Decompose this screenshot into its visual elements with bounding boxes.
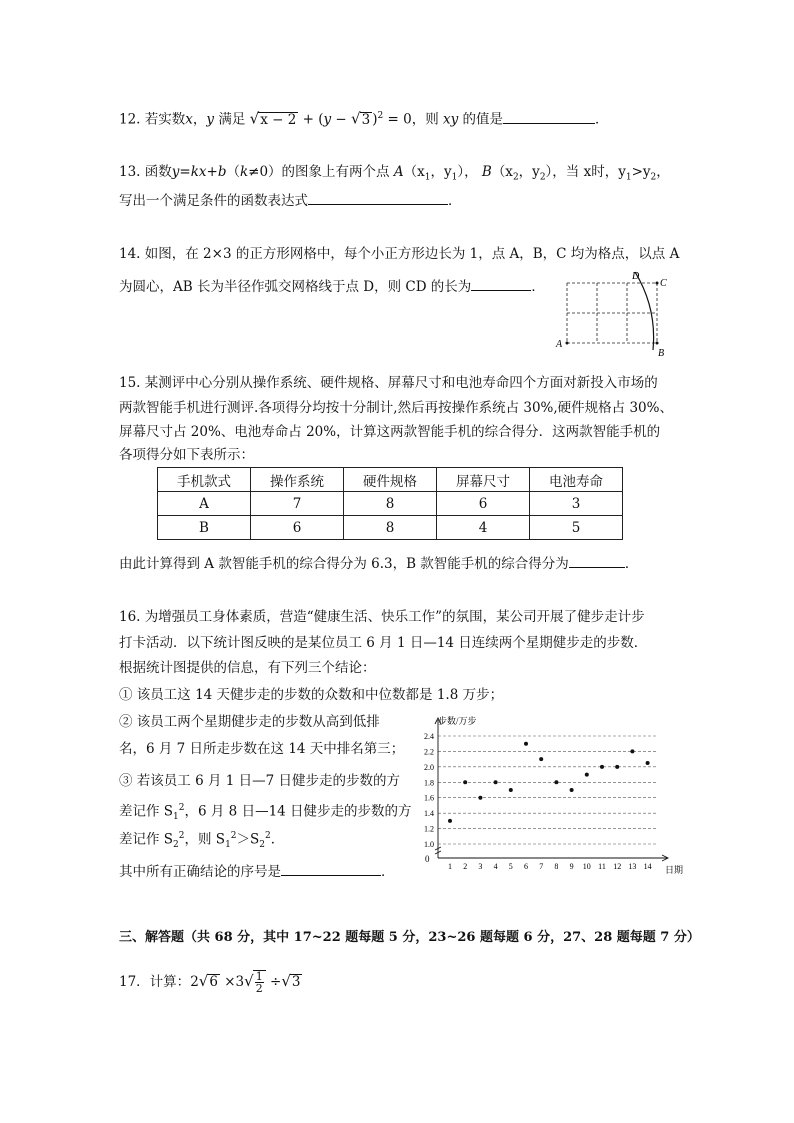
chart-x-tick-label: 14	[643, 862, 652, 871]
table-row: A 7 8 6 3	[158, 492, 623, 516]
q16-conclusion-3b: 差记作 $S_1^2$，6 月 8 日—14 日健步走的步数的方	[119, 803, 412, 823]
chart-y-tick-label: 1.4	[424, 809, 434, 819]
chart-data-point	[600, 765, 604, 769]
chart-data-point	[509, 788, 513, 792]
chart-x-tick-label: 13	[628, 862, 637, 871]
q16-conclusion-2b: 名，6 月 7 日所走步数在这 14 天中排名第三；	[119, 741, 405, 757]
chart-data-point	[630, 749, 634, 753]
chart-origin-label: 0	[425, 854, 430, 864]
q13-line1: 13. 函数y=kx+b（k≠0）的图象上有两个点 $A(x_1$，$y_1$）， $B(x_2$，$y_2$），当 x时，$y_1>y_2$，	[119, 164, 670, 183]
chart-x-tick-label: 5	[508, 862, 513, 871]
chart-x-tick-label: 7	[539, 862, 544, 871]
chart-x-tick-label: 6	[524, 862, 528, 871]
chart-data-point	[646, 761, 650, 765]
q14-grid-figure	[552, 268, 672, 358]
chart-data-point	[494, 780, 498, 784]
chart-y-tick-label: 1.0	[424, 840, 434, 849]
q13-line2: 写出一个满足条件的函数表达式 ．	[119, 190, 462, 210]
q16-line2: 打卡活动．以下统计图反映的是某位员工 6 月 1 日—14 日连续两个星期健步走的步数．	[119, 635, 648, 651]
q16-line1: 16. 为增强员工身体素质，营造“健康生活、快乐工作”的氛围，某公司开展了健步走计步	[119, 609, 645, 625]
chart-data-point	[478, 796, 482, 800]
q16-line3: 根据统计图提供的信息，有下列三个结论：	[119, 660, 376, 676]
q16-conclusion-3a: ③ 若该员工 6 月 1 日—7 日健步走的步数的方	[119, 773, 401, 789]
chart-data-point	[554, 780, 558, 784]
q15-line1: 15. 某测评中心分别从操作系统、硬件规格、屏幕尺寸和电池寿命四个方面对新投入市场的	[119, 375, 658, 391]
q14-line2: 为圆心，AB 长为半径作弧交网格线于点 D，则 CD 的长为 ．	[119, 276, 545, 296]
chart-x-tick-label: 8	[554, 862, 559, 871]
table-header-row: 手机款式 操作系统 硬件规格 屏幕尺寸 电池寿命	[158, 468, 623, 492]
chart-x-tick-label: 11	[598, 862, 606, 871]
q16-scatter-chart	[410, 710, 690, 880]
q16-answer-blank[interactable]	[281, 861, 381, 876]
q14-label-B: B	[658, 348, 665, 358]
chart-y-tick-label: 1.6	[424, 793, 434, 803]
chart-y-axis-label: 步数/万步	[438, 716, 477, 726]
q16-conclusion-1: ① 该员工这 14 天健步走的步数的众数和中位数都是 1.8 万步；	[119, 687, 504, 703]
q13-answer-blank[interactable]	[308, 190, 448, 205]
q15-line3: 屏幕尺寸占 20%、电池寿命占 20%，计算这两款智能手机的综合得分．这两款智能手机的	[119, 424, 661, 440]
chart-data-point	[585, 773, 589, 777]
chart-x-tick-label: 9	[569, 862, 574, 871]
chart-y-tick-label: 2.2	[424, 747, 434, 757]
chart-data-point	[448, 819, 452, 823]
chart-x-tick-label: 2	[463, 862, 468, 871]
chart-x-tick-label: 12	[613, 862, 622, 871]
q16-line-end: 其中所有正确结论的序号是 ．	[119, 861, 395, 881]
chart-x-tick-label: 1	[448, 862, 452, 871]
q15-line2: 两款智能手机进行测评.各项得分均按十分制计,然后再按操作系统占 30%,硬件规格占 30%、	[119, 400, 673, 416]
chart-y-tick-label: 2.0	[424, 762, 434, 772]
chart-x-tick-label: 10	[582, 862, 591, 871]
chart-y-tick-label: 1.2	[424, 824, 434, 834]
section3-heading: 三、解答题（共 68 分，其中 17~22 题每题 5 分，23~26 题每题 6 分，27、28 题每题 7 分）	[119, 930, 700, 945]
q16-conclusion-3c: 差记作 $S_2^2$，则 $S_1^2>S_2^2$．	[119, 831, 285, 851]
q14-line1: 14. 如图，在 2×3 的正方形网格中，每个小正方形边长为 1，点 A，B，C 均为格点，以点 A	[119, 246, 680, 262]
sqrt-x-minus-2: x − 2	[260, 111, 297, 128]
q12-answer-blank[interactable]	[503, 109, 595, 124]
q14-answer-blank[interactable]	[471, 276, 531, 291]
chart-data-point	[524, 742, 528, 746]
chart-data-point	[615, 765, 619, 769]
q14-label-D: D	[632, 271, 640, 282]
chart-x-tick-label: 4	[493, 862, 498, 871]
chart-data-point	[463, 780, 467, 784]
q16-conclusion-2a: ② 该员工两个星期健步走的步数从高到低排	[119, 714, 380, 730]
chart-x-tick-label: 3	[478, 862, 483, 871]
q15-line5: 由此计算得到 A 款智能手机的综合得分为 6.3，B 款智能手机的综合得分为 ．	[119, 553, 638, 573]
q15-answer-blank[interactable]	[569, 553, 625, 568]
chart-data-point	[570, 788, 574, 792]
q14-arc	[635, 272, 654, 350]
q14-label-A: A	[556, 339, 563, 350]
chart-x-axis-label: 日期	[665, 865, 684, 875]
chart-y-tick-label: 1.8	[424, 778, 434, 788]
q17-line: 17．计算：2√6 ×3√ $\frac{1}{2}$ ÷√3	[119, 970, 301, 995]
q15-score-table	[157, 467, 623, 540]
table-row: B 6 8 4 5	[158, 516, 623, 540]
q15-line4: 各项得分如下表所示：	[119, 447, 254, 463]
chart-y-tick-label: 2.4	[424, 732, 434, 741]
chart-data-point	[539, 757, 543, 761]
q12-line: 12. 若实数x，y 满足 √x − 2 + (y − √3 )$^2$ = 0，则 xy 的值是 ．	[119, 109, 609, 128]
q14-label-C: C	[660, 278, 667, 289]
